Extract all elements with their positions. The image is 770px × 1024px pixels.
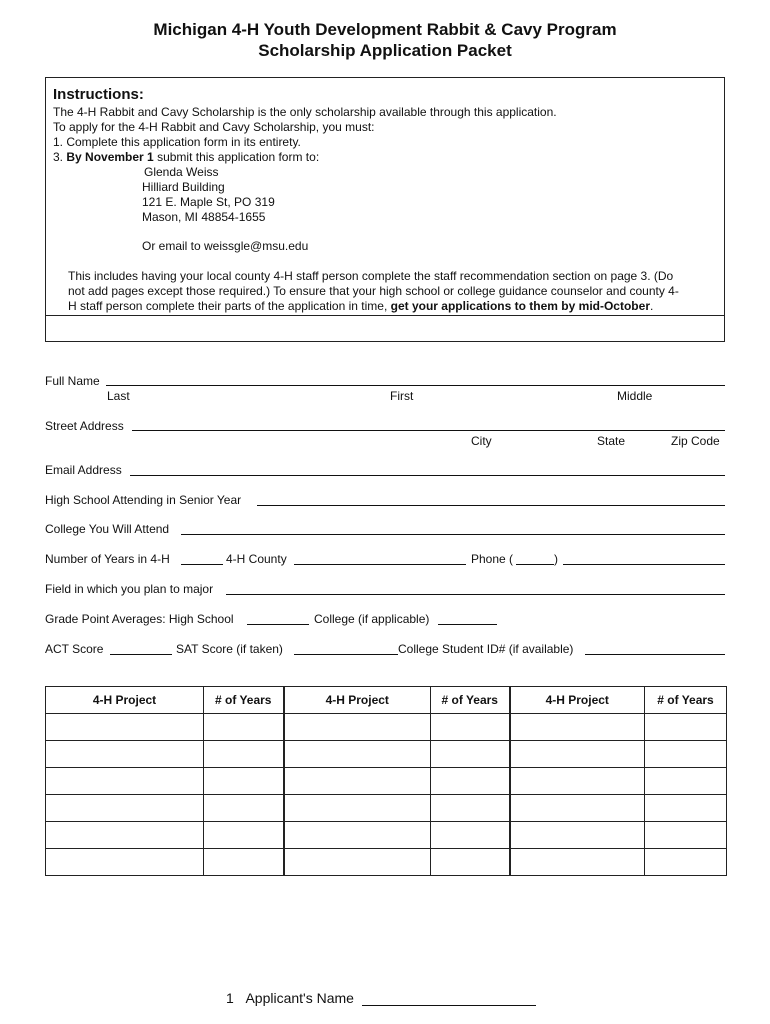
- act-score-field[interactable]: [110, 654, 172, 655]
- high-school-field[interactable]: [257, 505, 725, 506]
- instructions-box: [45, 77, 725, 342]
- project-years-cell[interactable]: [431, 849, 510, 876]
- project-years-cell[interactable]: [204, 849, 284, 876]
- address-street: 121 E. Maple St, PO 319: [142, 195, 275, 209]
- page-subtitle: Scholarship Application Packet: [258, 41, 512, 60]
- table-row: [46, 768, 727, 795]
- zip-code-caption: Zip Code: [671, 434, 720, 448]
- project-name-cell[interactable]: [46, 741, 204, 768]
- instructions-line-1: The 4-H Rabbit and Cavy Scholarship is the only scholarship available through this application.: [53, 105, 557, 119]
- gpa-high-school-field[interactable]: [247, 624, 309, 625]
- gpa-high-school-label: Grade Point Averages: High School: [45, 612, 234, 626]
- instructions-heading: Instructions:: [53, 86, 144, 103]
- years-in-4h-field[interactable]: [181, 564, 223, 565]
- city-caption: City: [471, 434, 492, 448]
- column-header-years: # of Years: [645, 687, 727, 714]
- years-in-4h-label: Number of Years in 4-H: [45, 552, 170, 566]
- project-years-cell[interactable]: [645, 822, 727, 849]
- project-name-cell[interactable]: [510, 768, 645, 795]
- step-3-deadline: By November 1: [66, 150, 154, 164]
- instructions-step-1: 1. Complete this application form in its entirety.: [53, 135, 301, 149]
- column-header-years: # of Years: [204, 687, 284, 714]
- full-name-label: Full Name: [45, 374, 100, 388]
- project-years-cell[interactable]: [645, 714, 727, 741]
- email-field[interactable]: [130, 475, 725, 476]
- county-field[interactable]: [294, 564, 466, 565]
- note-line-3: [68, 299, 653, 313]
- full-name-field[interactable]: [106, 385, 725, 386]
- column-header-project: 4-H Project: [510, 687, 645, 714]
- full-name-middle-caption: Middle: [617, 389, 653, 403]
- project-years-cell[interactable]: [204, 822, 284, 849]
- instructions-divider: [46, 315, 724, 316]
- project-name-cell[interactable]: [284, 768, 431, 795]
- project-name-cell[interactable]: [510, 795, 645, 822]
- project-years-cell[interactable]: [645, 741, 727, 768]
- project-years-cell[interactable]: [431, 822, 510, 849]
- table-row: [46, 795, 727, 822]
- address-city: Mason, MI 48854-1655: [142, 210, 266, 224]
- instructions-line-2: To apply for the 4-H Rabbit and Cavy Scholarship, you must:: [53, 120, 375, 134]
- column-header-years: # of Years: [431, 687, 510, 714]
- column-header-project: 4-H Project: [284, 687, 431, 714]
- project-years-cell[interactable]: [645, 795, 727, 822]
- project-name-cell[interactable]: [284, 822, 431, 849]
- page-footer: [226, 990, 536, 1006]
- full-name-first-caption: First: [390, 389, 414, 403]
- table-header-row: [46, 687, 727, 714]
- table-row: [46, 849, 727, 876]
- 4h-project-table: [45, 686, 727, 876]
- project-years-cell[interactable]: [204, 768, 284, 795]
- table-row: [46, 714, 727, 741]
- project-years-cell[interactable]: [431, 795, 510, 822]
- email-instruction: Or email to weissgle@msu.edu: [142, 239, 309, 253]
- project-name-cell[interactable]: [46, 795, 204, 822]
- college-field[interactable]: [181, 534, 725, 535]
- step-3-number: 3.: [53, 150, 64, 164]
- sat-score-field[interactable]: [294, 654, 398, 655]
- instructions-step-3: [53, 150, 319, 164]
- street-address-field[interactable]: [132, 430, 725, 431]
- project-years-cell[interactable]: [431, 741, 510, 768]
- page-title: Michigan 4-H Youth Development Rabbit & Cavy Program: [153, 20, 617, 39]
- project-years-cell[interactable]: [431, 768, 510, 795]
- project-years-cell[interactable]: [645, 768, 727, 795]
- address-name: Glenda Weiss: [144, 165, 219, 179]
- project-name-cell[interactable]: [510, 714, 645, 741]
- step-3-text: submit this application form to:: [157, 150, 320, 164]
- street-address-label: Street Address: [45, 419, 124, 433]
- address-building: Hilliard Building: [142, 180, 225, 194]
- project-name-cell[interactable]: [284, 795, 431, 822]
- phone-paren-close: ): [554, 552, 558, 566]
- project-name-cell[interactable]: [510, 822, 645, 849]
- page-number: 1: [226, 990, 234, 1006]
- state-caption: State: [597, 434, 626, 448]
- project-name-cell[interactable]: [46, 822, 204, 849]
- applicant-name-label: Applicant's Name: [245, 990, 354, 1006]
- student-id-label: College Student ID# (if available): [398, 642, 574, 656]
- full-name-last-caption: Last: [107, 389, 130, 403]
- table-row: [46, 822, 727, 849]
- county-label: 4-H County: [226, 552, 287, 566]
- project-years-cell[interactable]: [204, 741, 284, 768]
- note-line-3-deadline: get your applications to them by mid-October: [390, 299, 650, 313]
- applicant-name-field[interactable]: [362, 1005, 536, 1006]
- note-line-3-end: .: [649, 299, 654, 313]
- sat-score-label: SAT Score (if taken): [176, 642, 283, 656]
- table-row: [46, 741, 727, 768]
- project-name-cell[interactable]: [284, 849, 431, 876]
- note-line-2: not add pages except those required.) To ensure that your high school or college guidance counselor and county 4-: [68, 284, 679, 298]
- project-name-cell[interactable]: [510, 741, 645, 768]
- gpa-college-field[interactable]: [438, 624, 497, 625]
- note-line-3-start: H staff person complete their parts of the application in time,: [68, 299, 388, 313]
- college-label: College You Will Attend: [45, 522, 170, 536]
- email-label: Email Address: [45, 463, 122, 477]
- project-years-cell[interactable]: [645, 849, 727, 876]
- project-years-cell[interactable]: [431, 714, 510, 741]
- phone-area-code-field[interactable]: [516, 564, 554, 565]
- project-name-cell[interactable]: [284, 714, 431, 741]
- project-name-cell[interactable]: [46, 768, 204, 795]
- student-id-field[interactable]: [585, 654, 725, 655]
- project-years-cell[interactable]: [204, 714, 284, 741]
- project-name-cell[interactable]: [284, 741, 431, 768]
- high-school-label: High School Attending in Senior Year: [45, 493, 242, 507]
- column-header-project: 4-H Project: [46, 687, 204, 714]
- phone-number-field[interactable]: [563, 564, 725, 565]
- major-label: Field in which you plan to major: [45, 582, 214, 596]
- act-score-label: ACT Score: [45, 642, 104, 656]
- project-name-cell[interactable]: [46, 714, 204, 741]
- project-name-cell[interactable]: [46, 849, 204, 876]
- gpa-college-label: College (if applicable): [314, 612, 430, 626]
- phone-label: Phone (: [471, 552, 514, 566]
- note-line-1: This includes having your local county 4-H staff person complete the staff recommendation section on page 3. (Do: [68, 269, 674, 283]
- major-field[interactable]: [226, 594, 725, 595]
- project-name-cell[interactable]: [510, 849, 645, 876]
- project-years-cell[interactable]: [204, 795, 284, 822]
